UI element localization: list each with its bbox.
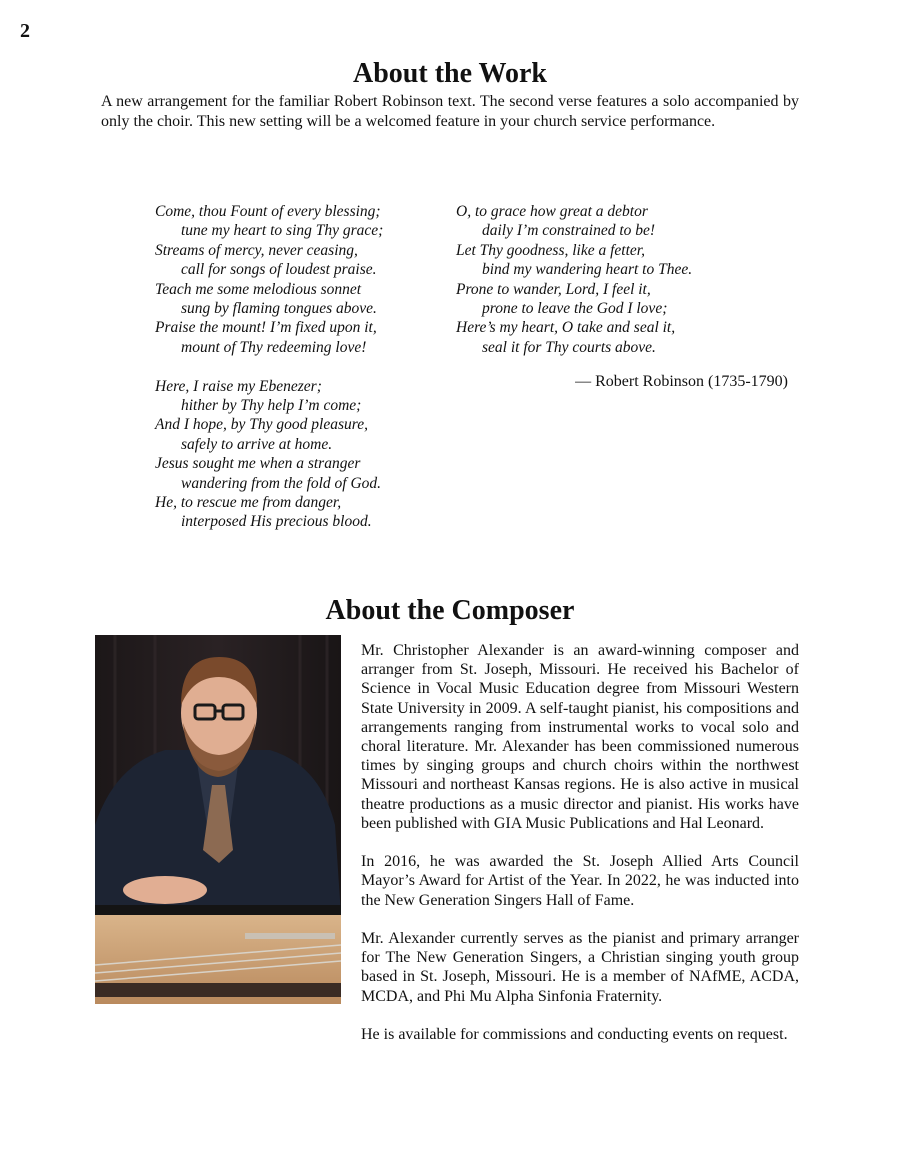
hymn-line: sung by flaming tongues above. <box>181 300 377 318</box>
hymn-line: prone to leave the God I love; <box>482 300 668 318</box>
about-work-heading: About the Work <box>353 58 547 89</box>
hymn-line: He, to rescue me from danger, <box>155 494 342 512</box>
hymn-attribution: — Robert Robinson (1735-1790) <box>575 373 788 390</box>
composer-photo <box>95 635 341 1004</box>
hymn-line: O, to grace how great a debtor <box>456 203 648 220</box>
stanza-gap <box>155 357 435 376</box>
bio-paragraph: He is available for commissions and conducting events on request. <box>361 1026 788 1044</box>
hymn-line: Teach me some melodious sonnet <box>155 280 362 298</box>
hymn-line: Let Thy goodness, like a fetter, <box>456 241 645 259</box>
hymn-line: Streams of mercy, never ceasing, <box>155 241 358 259</box>
bio-paragraph: In 2016, he was awarded the St. Joseph Allied Arts Council Mayor’s Award for Artist of the Year. In 2022, he was inducted into the New Generation Singers Hall of Fame. <box>361 853 799 909</box>
hymn-line: call for songs of loudest praise. <box>181 261 377 279</box>
hymn-line: tune my heart to sing Thy grace; <box>181 222 384 240</box>
hymn-line: interposed His precious blood. <box>181 513 372 531</box>
bio-paragraph: Mr. Christopher Alexander is an award-winning composer and arranger from St. Joseph, Missouri. He received his Bachelor of Science in Vocal Music Education degree from Missouri Western State University in 2009. A self-taught pianist, his compositions and arrangements ranging from instrumental works to vocal solo and choral literature. Mr. Alexander has been commissioned numerous times by singing groups and church choirs within the northwest Missouri and northeast Kansas regions. He is also active in musical theatre productions as a music director and pianist. His works have been published with GIA Music Publications and Hal Leonard. <box>361 642 799 832</box>
hymn-line: Here, I raise my Ebenezer; <box>155 377 322 395</box>
about-composer-heading: About the Composer <box>325 595 575 626</box>
composer-bio <box>361 641 799 1063</box>
hymn-line: bind my wandering heart to Thee. <box>482 261 693 279</box>
hymn-line: daily I’m constrained to be! <box>482 222 656 240</box>
hymn-text-right-column <box>456 202 756 357</box>
hymn-text-left-column <box>155 202 435 532</box>
hymn-line: mount of Thy redeeming love! <box>181 338 367 356</box>
hymn-line: And I hope, by Thy good pleasure, <box>155 416 368 434</box>
hymn-line: hither by Thy help I’m come; <box>181 397 362 415</box>
work-intro-paragraph: A new arrangement for the familiar Robert Robinson text. The second verse features a solo accompanied by only the choir. This new setting will be a welcomed feature in your church service performance. <box>101 93 799 130</box>
hymn-line: Prone to wander, Lord, I feel it, <box>456 280 651 298</box>
hymn-line: seal it for Thy courts above. <box>482 338 656 356</box>
bio-paragraph: Mr. Alexander currently serves as the pianist and primary arranger for The New Generation Singers, a Christian singing youth group based in St. Joseph, Missouri. He is a member of NAfME, ACDA, MCDA, and Phi Mu Alpha Sinfonia Fraternity. <box>361 930 799 1005</box>
hymn-line: Come, thou Fount of every blessing; <box>155 203 381 220</box>
hymn-line: Praise the mount! I’m fixed upon it, <box>155 319 377 337</box>
hymn-line: Here’s my heart, O take and seal it, <box>456 319 676 337</box>
hymn-line: Jesus sought me when a stranger <box>155 455 361 473</box>
hymn-line: wandering from the fold of God. <box>181 474 382 492</box>
hymn-line: safely to arrive at home. <box>181 435 333 453</box>
page-number: 2 <box>20 20 30 42</box>
